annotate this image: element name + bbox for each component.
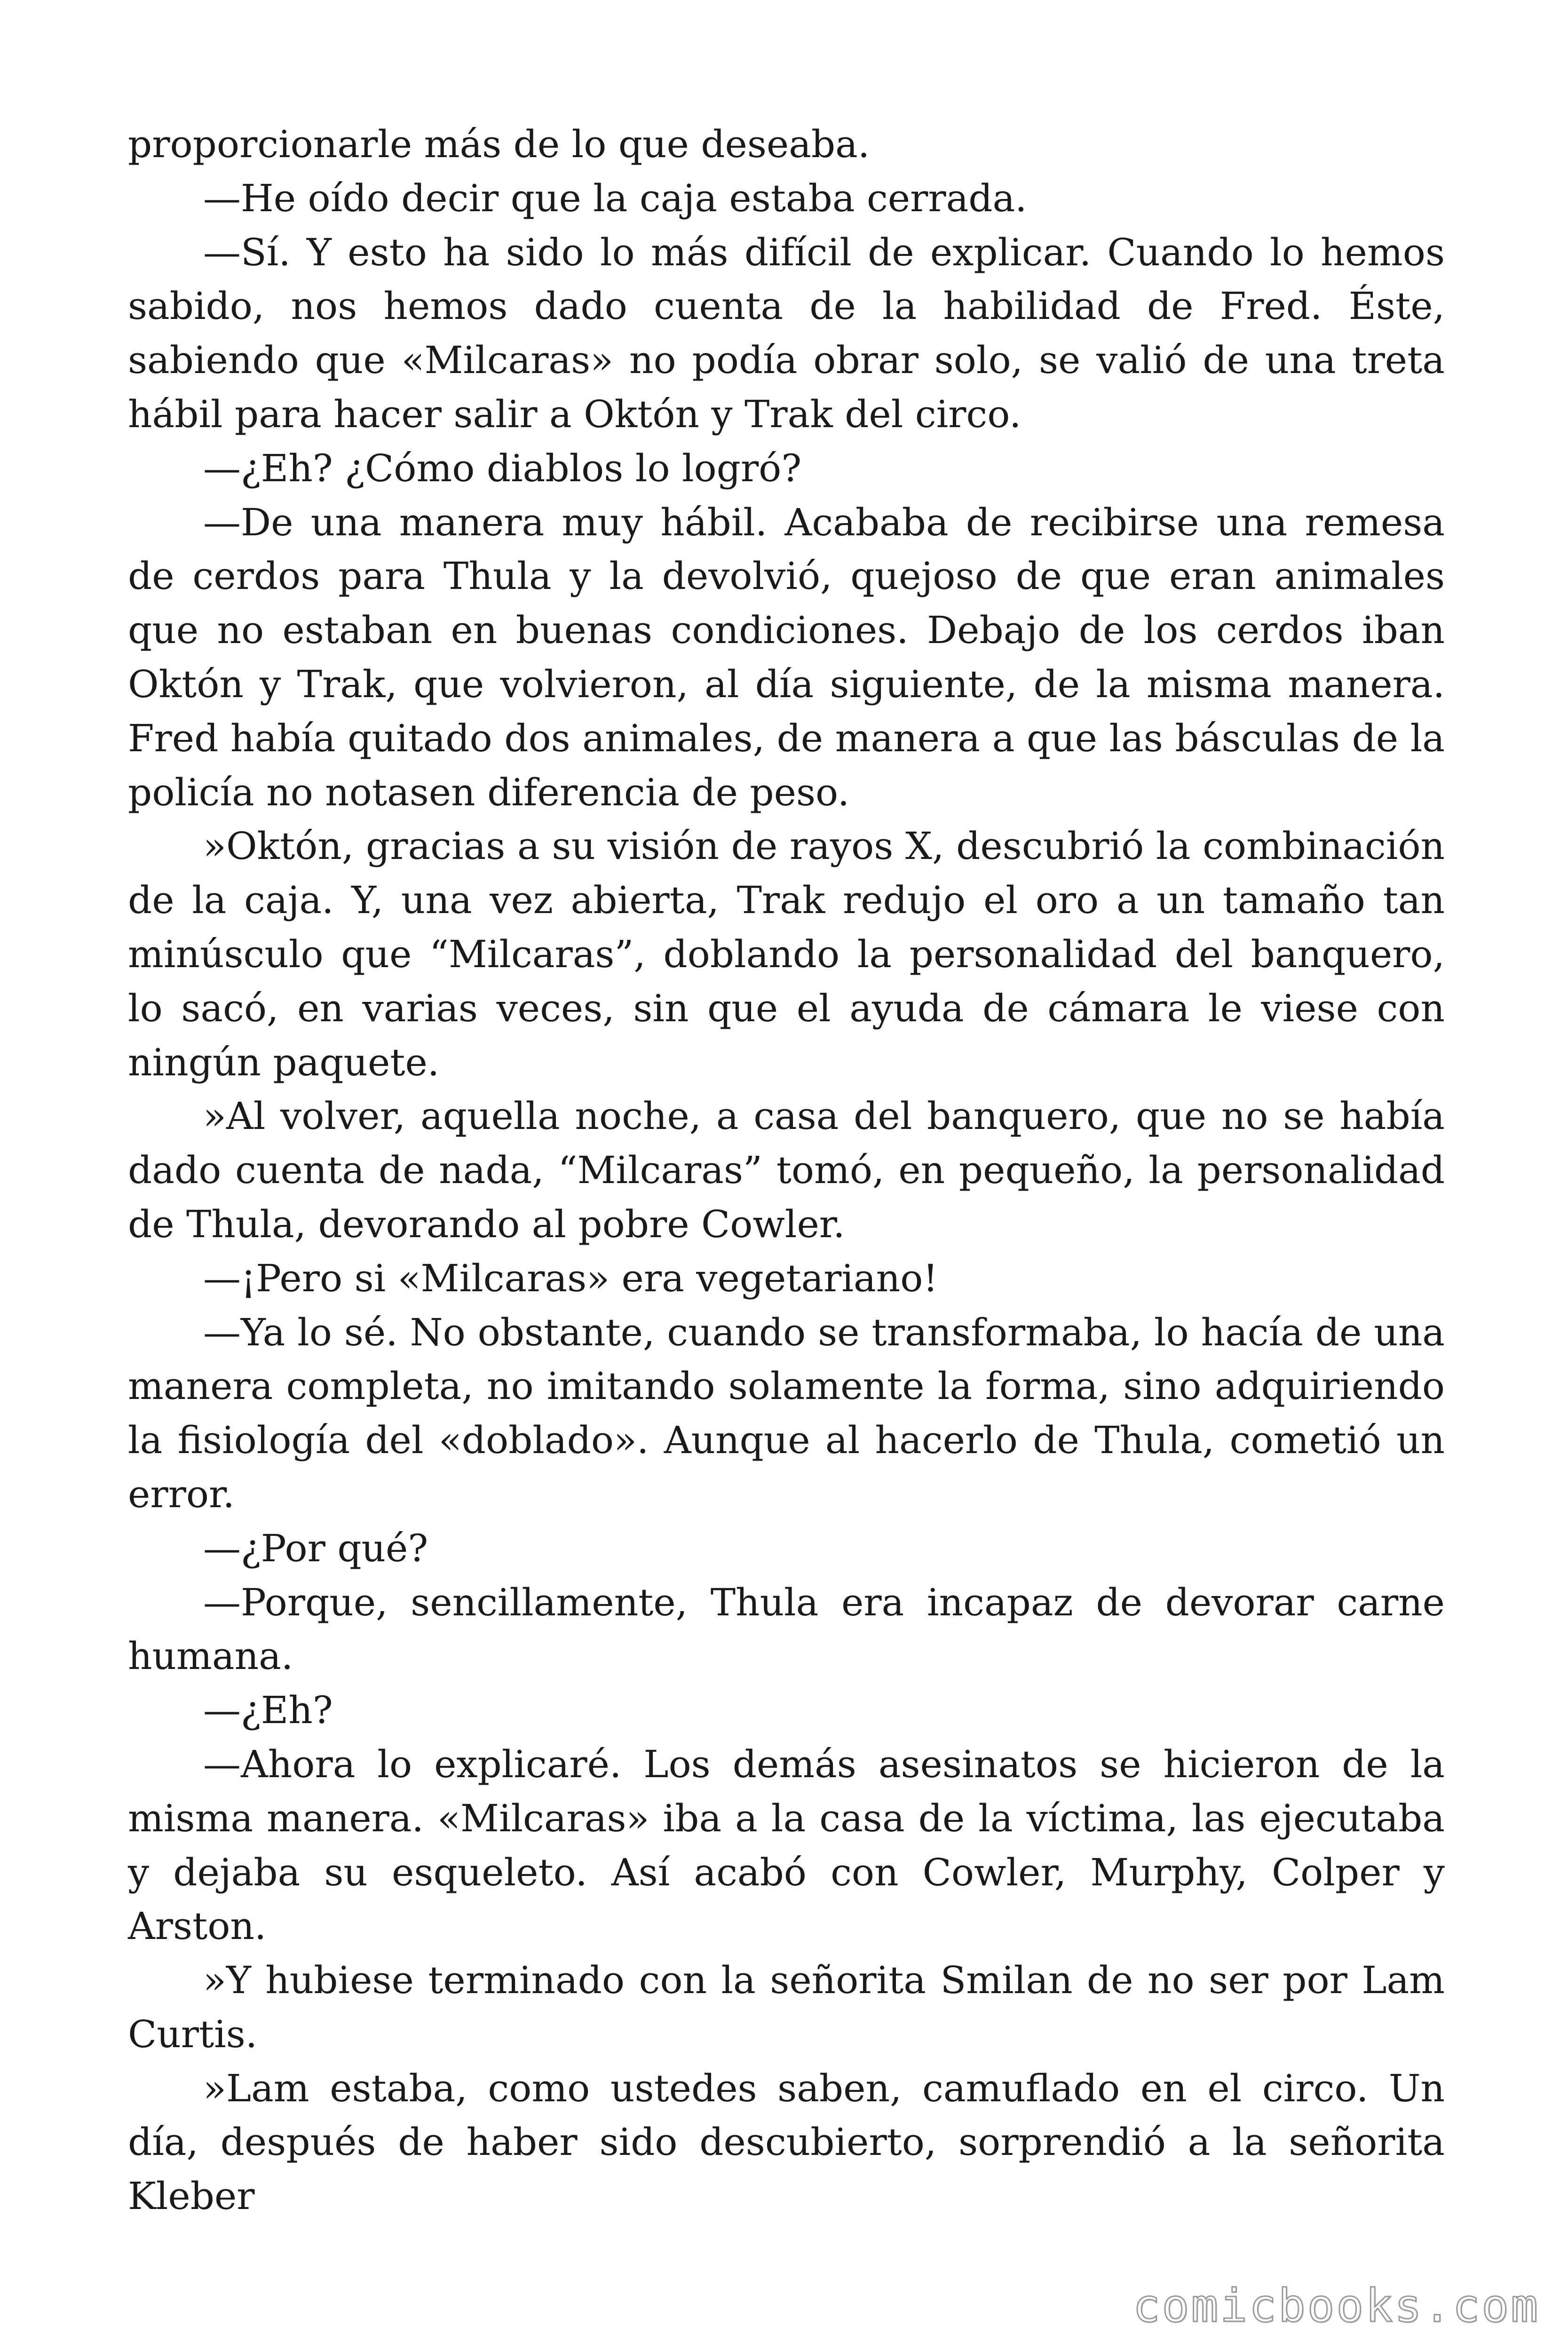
- paragraph-dialogue: —¿Eh?: [203, 1688, 333, 1732]
- paragraph-dialogue: —He oído decir que la caja estaba cerrada.: [203, 176, 1027, 220]
- paragraph-dialogue: —Sí. Y esto ha sido lo más difícil de explicar. Cuando lo hemos sabido, nos hemos dado cuenta de la habilidad de Fred. Éste, sabiendo que «Milcaras» no podía obrar solo, se valió de una treta hábil para hacer salir a Októn y Trak del circo.: [128, 230, 1445, 436]
- paragraph-dialogue: —De una manera muy hábil. Acababa de recibirse una remesa de cerdos para Thula y la devolvió, quejoso de que eran animales que no estaban en buenas condiciones. Debajo de los cerdos iban Októn y Trak, que volvieron, al día siguiente, de la misma manera. Fred había quitado dos animales, de manera a que las básculas de la policía no notasen diferencia de peso.: [128, 500, 1445, 814]
- paragraph-dialogue: —Ahora lo explicaré. Los demás asesinatos se hicieron de la misma manera. «Milcaras» iba a la casa de la víctima, las ejecutaba y dejaba su esqueleto. Así acabó con Cowler, Murphy, Colper y Arston.: [128, 1742, 1445, 1948]
- paragraph-dialogue: »Októn, gracias a su visión de rayos X, descubrió la combinación de la caja. Y, una vez abierta, Trak redujo el oro a un tamaño tan minúsculo que “Milcaras”, doblando la personalidad del banquero, lo sacó, en varias veces, sin que el ayuda de cámara le viese con ningún paquete.: [128, 824, 1445, 1084]
- watermark: comicbooks.com: [1132, 2280, 1540, 2332]
- paragraph-dialogue: —¡Pero si «Milcaras» era vegetariano!: [203, 1256, 938, 1300]
- paragraph-dialogue: —Ya lo sé. No obstante, cuando se transformaba, lo hacía de una manera completa, no imitando solamente la forma, sino adquiriendo la fisiología del «doblado». Aunque al hacerlo de Thula, cometió un error.: [128, 1310, 1445, 1516]
- paragraph-continued: proporcionarle más de lo que deseaba.: [128, 122, 870, 166]
- paragraph-dialogue: »Al volver, aquella noche, a casa del banquero, que no se había dado cuenta de nada, “Milcaras” tomó, en pequeño, la personalidad de Thula, devorando al pobre Cowler.: [128, 1094, 1445, 1246]
- page-text: [128, 118, 1445, 2224]
- paragraph-dialogue: »Y hubiese terminado con la señorita Smilan de no ser por Lam Curtis.: [128, 1958, 1445, 2056]
- paragraph-dialogue: »Lam estaba, como ustedes saben, camuflado en el circo. Un día, después de haber sido descubierto, sorprendió a la señorita Kleber: [128, 2066, 1445, 2218]
- paragraph-dialogue: —¿Eh? ¿Cómo diablos lo logró?: [203, 446, 802, 490]
- paragraph-dialogue: —Porque, sencillamente, Thula era incapaz de devorar carne humana.: [128, 1580, 1445, 1678]
- paragraph-dialogue: —¿Por qué?: [203, 1526, 428, 1570]
